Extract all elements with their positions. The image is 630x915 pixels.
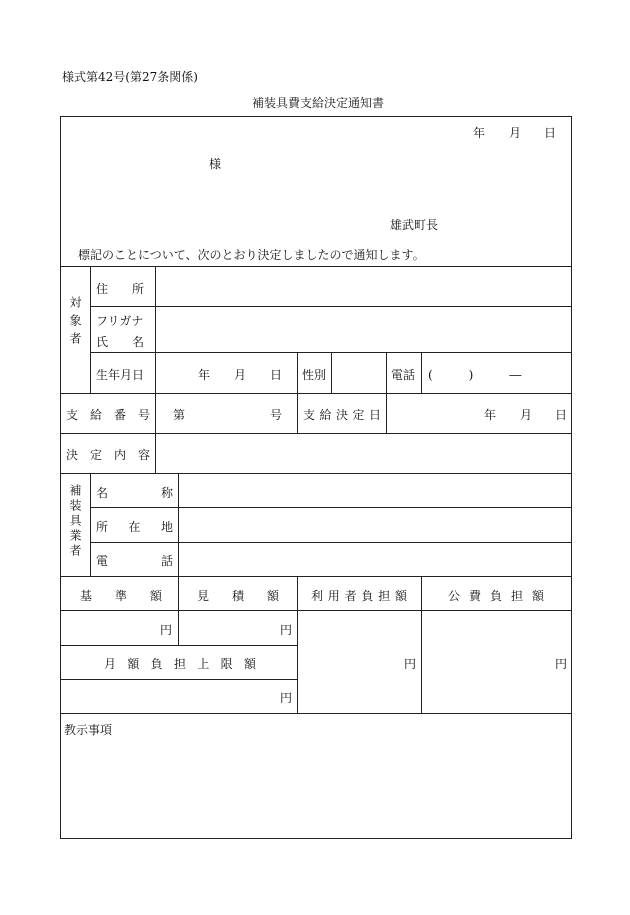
sex-label: 性別 <box>302 368 327 382</box>
decision-month: 月 <box>520 408 533 422</box>
vendor-name-field[interactable] <box>179 474 570 506</box>
address-label: 住 所 <box>96 282 145 296</box>
recipient-suffix: 様 <box>209 157 222 171</box>
address-field[interactable] <box>156 267 570 305</box>
vendor-location-label: 所 在 地 <box>96 520 173 534</box>
subject-section-label: 対象者 <box>68 296 82 350</box>
estimate-amount-yen: 円 <box>280 623 293 637</box>
decision-day: 日 <box>555 408 568 422</box>
phone-format: ( ) ― <box>428 368 522 382</box>
instructions-field[interactable] <box>61 740 570 836</box>
sex-field[interactable] <box>332 353 385 392</box>
dob-month: 月 <box>234 368 247 382</box>
dob-year: 年 <box>198 368 211 382</box>
dob-day: 日 <box>270 368 283 382</box>
name-label: 氏 名 <box>96 335 145 349</box>
payment-number-prefix: 第 <box>173 408 186 422</box>
decision-year: 年 <box>484 408 497 422</box>
decision-content-field[interactable] <box>156 434 570 472</box>
vendor-name-label: 名 称 <box>96 486 173 500</box>
instructions-label: 教示事項 <box>64 723 113 737</box>
issuer-name: 雄武町長 <box>390 218 439 232</box>
standard-amount-yen: 円 <box>160 623 173 637</box>
notice-body-text: 標記のことについて、次のとおり決定しましたので通知します。 <box>78 248 425 262</box>
form-number: 様式第42号(第27条関係) <box>62 70 198 84</box>
monthly-limit-yen: 円 <box>280 691 293 705</box>
notice-date-day: 日 <box>544 126 557 140</box>
vendor-section-label: 補装具業者 <box>68 484 82 559</box>
monthly-limit-label: 月 額 負 担 上 限 額 <box>104 657 256 671</box>
vendor-phone-field[interactable] <box>179 543 570 575</box>
payment-number-suffix: 号 <box>270 408 283 422</box>
estimate-amount-label: 見 積 額 <box>197 589 279 603</box>
notice-date-year: 年 <box>473 126 486 140</box>
name-field[interactable] <box>156 307 570 351</box>
public-burden-yen: 円 <box>555 657 568 671</box>
payment-number-label: 支 給 番 号 <box>66 408 150 422</box>
document-title: 補装具費支給決定通知書 <box>252 96 385 110</box>
notice-date-month: 月 <box>509 126 522 140</box>
public-burden-label: 公 費 負 担 額 <box>448 589 544 603</box>
vendor-phone-label: 電 話 <box>96 554 173 568</box>
dob-label: 生年月日 <box>96 368 145 382</box>
furigana-label: フリガナ <box>96 314 144 328</box>
decision-content-label: 決 定 内 容 <box>66 448 150 462</box>
vendor-location-field[interactable] <box>179 508 570 541</box>
decision-date-label: 支 給 決 定 日 <box>303 408 381 422</box>
user-burden-yen: 円 <box>404 657 417 671</box>
standard-amount-label: 基 準 額 <box>80 589 162 603</box>
user-burden-label: 利 用 者 負 担 額 <box>311 589 407 603</box>
phone-label: 電話 <box>391 368 416 382</box>
